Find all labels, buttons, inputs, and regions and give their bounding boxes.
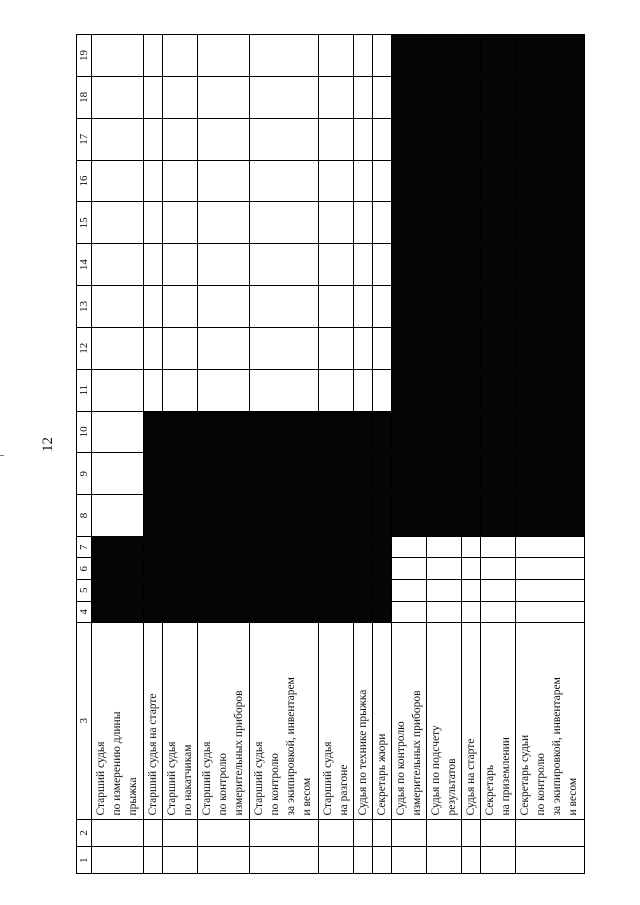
schedule-empty-cell bbox=[198, 369, 250, 411]
schedule-filled-cell bbox=[198, 411, 250, 453]
schedule-filled-cell bbox=[319, 495, 354, 537]
role-label: Старший судья по контролю за экипировкой, инвентарем и весом bbox=[250, 623, 319, 819]
schedule-filled-cell bbox=[462, 495, 481, 537]
column-header: 13 bbox=[77, 286, 92, 328]
column-header: 8 bbox=[77, 495, 92, 537]
role-label: Судья на старте bbox=[462, 623, 481, 819]
schedule-empty-cell bbox=[481, 558, 516, 580]
empty-cell bbox=[427, 819, 462, 847]
schedule-empty-cell bbox=[516, 601, 585, 623]
schedule-empty-cell bbox=[516, 558, 585, 580]
schedule-filled-cell bbox=[373, 601, 392, 623]
schedule-empty-cell bbox=[462, 580, 481, 602]
schedule-empty-cell bbox=[319, 244, 354, 286]
schedule-empty-cell bbox=[92, 244, 144, 286]
schedule-filled-cell bbox=[250, 453, 319, 495]
schedule-empty-cell bbox=[198, 202, 250, 244]
schedule-filled-cell bbox=[373, 558, 392, 580]
schedule-empty-cell bbox=[144, 244, 163, 286]
schedule-filled-cell bbox=[163, 536, 198, 558]
role-label: Судья по технике прыжка bbox=[354, 623, 373, 819]
table-row bbox=[198, 35, 250, 874]
schedule-filled-cell bbox=[427, 286, 462, 328]
schedule-filled-cell bbox=[462, 35, 481, 77]
schedule-empty-cell bbox=[198, 118, 250, 160]
schedule-filled-cell bbox=[163, 411, 198, 453]
column-header: 5 bbox=[77, 580, 92, 602]
schedule-filled-cell bbox=[92, 580, 144, 602]
schedule-filled-cell bbox=[481, 160, 516, 202]
empty-cell bbox=[144, 847, 163, 874]
schedule-empty-cell bbox=[373, 286, 392, 328]
schedule-filled-cell bbox=[481, 77, 516, 119]
schedule-empty-cell bbox=[354, 369, 373, 411]
table-body bbox=[92, 35, 585, 874]
empty-cell bbox=[392, 819, 427, 847]
table-row bbox=[392, 35, 427, 874]
schedule-filled-cell bbox=[92, 601, 144, 623]
schedule-empty-cell bbox=[250, 286, 319, 328]
column-header: 3 bbox=[77, 623, 92, 819]
schedule-filled-cell bbox=[462, 411, 481, 453]
schedule-filled-cell bbox=[427, 327, 462, 369]
schedule-empty-cell bbox=[392, 601, 427, 623]
schedule-empty-cell bbox=[462, 558, 481, 580]
schedule-empty-cell bbox=[92, 495, 144, 537]
role-label: Старший судья на старте bbox=[144, 623, 163, 819]
schedule-empty-cell bbox=[481, 601, 516, 623]
role-label: Секретарь жюри bbox=[373, 623, 392, 819]
schedule-filled-cell bbox=[354, 495, 373, 537]
schedule-filled-cell bbox=[144, 411, 163, 453]
schedule-filled-cell bbox=[427, 453, 462, 495]
schedule-empty-cell bbox=[144, 327, 163, 369]
schedule-empty-cell bbox=[198, 286, 250, 328]
schedule-empty-cell bbox=[319, 286, 354, 328]
schedule-empty-cell bbox=[250, 160, 319, 202]
schedule-filled-cell bbox=[462, 369, 481, 411]
schedule-filled-cell bbox=[481, 286, 516, 328]
schedule-empty-cell bbox=[373, 35, 392, 77]
empty-cell bbox=[250, 847, 319, 874]
fold-mark bbox=[0, 455, 4, 456]
schedule-filled-cell bbox=[373, 495, 392, 537]
schedule-filled-cell bbox=[516, 327, 585, 369]
empty-cell bbox=[516, 819, 585, 847]
schedule-empty-cell bbox=[319, 202, 354, 244]
schedule-empty-cell bbox=[462, 601, 481, 623]
schedule-filled-cell bbox=[198, 536, 250, 558]
role-label: Старший судья по накатчикам bbox=[163, 623, 198, 819]
schedule-empty-cell bbox=[354, 286, 373, 328]
schedule-filled-cell bbox=[516, 160, 585, 202]
schedule-filled-cell bbox=[392, 411, 427, 453]
schedule-empty-cell bbox=[198, 77, 250, 119]
table-row bbox=[462, 35, 481, 874]
schedule-filled-cell bbox=[481, 495, 516, 537]
schedule-filled-cell bbox=[392, 118, 427, 160]
schedule-empty-cell bbox=[198, 160, 250, 202]
schedule-table-container bbox=[76, 34, 579, 874]
schedule-empty-cell bbox=[392, 536, 427, 558]
schedule-filled-cell bbox=[250, 536, 319, 558]
empty-cell bbox=[462, 847, 481, 874]
schedule-filled-cell bbox=[373, 536, 392, 558]
schedule-filled-cell bbox=[354, 580, 373, 602]
schedule-empty-cell bbox=[373, 118, 392, 160]
schedule-empty-cell bbox=[250, 202, 319, 244]
schedule-filled-cell bbox=[462, 453, 481, 495]
table-row bbox=[516, 35, 585, 874]
schedule-empty-cell bbox=[373, 77, 392, 119]
schedule-empty-cell bbox=[144, 202, 163, 244]
schedule-filled-cell bbox=[144, 495, 163, 537]
schedule-filled-cell bbox=[516, 369, 585, 411]
schedule-filled-cell bbox=[92, 536, 144, 558]
schedule-empty-cell bbox=[354, 118, 373, 160]
schedule-filled-cell bbox=[198, 558, 250, 580]
schedule-filled-cell bbox=[392, 453, 427, 495]
schedule-filled-cell bbox=[427, 244, 462, 286]
schedule-filled-cell bbox=[144, 536, 163, 558]
schedule-filled-cell bbox=[319, 536, 354, 558]
schedule-empty-cell bbox=[354, 244, 373, 286]
empty-cell bbox=[392, 847, 427, 874]
schedule-filled-cell bbox=[462, 160, 481, 202]
schedule-empty-cell bbox=[250, 244, 319, 286]
schedule-empty-cell bbox=[163, 286, 198, 328]
schedule-empty-cell bbox=[163, 160, 198, 202]
schedule-filled-cell bbox=[373, 453, 392, 495]
schedule-empty-cell bbox=[163, 369, 198, 411]
schedule-empty-cell bbox=[92, 35, 144, 77]
schedule-empty-cell bbox=[427, 601, 462, 623]
schedule-empty-cell bbox=[92, 327, 144, 369]
schedule-filled-cell bbox=[250, 580, 319, 602]
schedule-filled-cell bbox=[92, 558, 144, 580]
schedule-filled-cell bbox=[319, 558, 354, 580]
column-header: 4 bbox=[77, 601, 92, 623]
empty-cell bbox=[144, 819, 163, 847]
schedule-empty-cell bbox=[354, 35, 373, 77]
schedule-empty-cell bbox=[319, 118, 354, 160]
schedule-empty-cell bbox=[354, 327, 373, 369]
schedule-filled-cell bbox=[481, 411, 516, 453]
schedule-filled-cell bbox=[319, 411, 354, 453]
schedule-filled-cell bbox=[163, 580, 198, 602]
schedule-empty-cell bbox=[373, 244, 392, 286]
schedule-filled-cell bbox=[427, 202, 462, 244]
schedule-empty-cell bbox=[516, 580, 585, 602]
schedule-empty-cell bbox=[92, 411, 144, 453]
schedule-filled-cell bbox=[198, 495, 250, 537]
schedule-empty-cell bbox=[250, 77, 319, 119]
schedule-filled-cell bbox=[516, 411, 585, 453]
schedule-empty-cell bbox=[92, 202, 144, 244]
schedule-empty-cell bbox=[462, 536, 481, 558]
schedule-filled-cell bbox=[319, 453, 354, 495]
column-header: 10 bbox=[77, 411, 92, 453]
schedule-filled-cell bbox=[481, 327, 516, 369]
schedule-empty-cell bbox=[163, 118, 198, 160]
schedule-filled-cell bbox=[354, 536, 373, 558]
schedule-filled-cell bbox=[198, 601, 250, 623]
column-header: 16 bbox=[77, 160, 92, 202]
schedule-filled-cell bbox=[163, 495, 198, 537]
schedule-filled-cell bbox=[516, 35, 585, 77]
schedule-empty-cell bbox=[427, 558, 462, 580]
schedule-filled-cell bbox=[319, 601, 354, 623]
column-header: 2 bbox=[77, 819, 92, 847]
schedule-filled-cell bbox=[516, 244, 585, 286]
empty-cell bbox=[373, 847, 392, 874]
schedule-filled-cell bbox=[516, 453, 585, 495]
schedule-empty-cell bbox=[250, 327, 319, 369]
empty-cell bbox=[354, 847, 373, 874]
schedule-empty-cell bbox=[354, 160, 373, 202]
schedule-filled-cell bbox=[427, 411, 462, 453]
schedule-empty-cell bbox=[392, 558, 427, 580]
column-header: 11 bbox=[77, 369, 92, 411]
schedule-filled-cell bbox=[427, 495, 462, 537]
schedule-empty-cell bbox=[198, 244, 250, 286]
empty-cell bbox=[481, 847, 516, 874]
column-header: 14 bbox=[77, 244, 92, 286]
schedule-empty-cell bbox=[92, 160, 144, 202]
schedule-empty-cell bbox=[163, 202, 198, 244]
table-row bbox=[92, 35, 144, 874]
column-header: 18 bbox=[77, 77, 92, 119]
schedule-empty-cell bbox=[392, 580, 427, 602]
role-label: Старший судья по контролю измерительных приборов bbox=[198, 623, 250, 819]
schedule-empty-cell bbox=[144, 160, 163, 202]
schedule-filled-cell bbox=[354, 601, 373, 623]
empty-cell bbox=[198, 819, 250, 847]
role-label: Судья по подсчету результатов bbox=[427, 623, 462, 819]
schedule-filled-cell bbox=[319, 580, 354, 602]
empty-cell bbox=[427, 847, 462, 874]
schedule-filled-cell bbox=[481, 453, 516, 495]
schedule-empty-cell bbox=[250, 35, 319, 77]
schedule-empty-cell bbox=[163, 327, 198, 369]
schedule-empty-cell bbox=[373, 327, 392, 369]
schedule-empty-cell bbox=[319, 369, 354, 411]
schedule-filled-cell bbox=[392, 369, 427, 411]
schedule-filled-cell bbox=[516, 286, 585, 328]
schedule-empty-cell bbox=[427, 580, 462, 602]
schedule-filled-cell bbox=[373, 411, 392, 453]
role-label: Старший судья на разгоне bbox=[319, 623, 354, 819]
schedule-filled-cell bbox=[427, 118, 462, 160]
role-label: Секретарь на приземлении bbox=[481, 623, 516, 819]
schedule-filled-cell bbox=[516, 495, 585, 537]
schedule-empty-cell bbox=[163, 77, 198, 119]
schedule-empty-cell bbox=[373, 160, 392, 202]
schedule-filled-cell bbox=[392, 160, 427, 202]
column-header: 1 bbox=[77, 847, 92, 874]
schedule-filled-cell bbox=[462, 77, 481, 119]
schedule-filled-cell bbox=[392, 244, 427, 286]
schedule-filled-cell bbox=[144, 580, 163, 602]
schedule-filled-cell bbox=[427, 369, 462, 411]
schedule-filled-cell bbox=[250, 411, 319, 453]
empty-cell bbox=[163, 819, 198, 847]
schedule-filled-cell bbox=[144, 601, 163, 623]
schedule-filled-cell bbox=[462, 286, 481, 328]
empty-cell bbox=[481, 819, 516, 847]
schedule-empty-cell bbox=[92, 77, 144, 119]
table-row bbox=[163, 35, 198, 874]
schedule-filled-cell bbox=[481, 202, 516, 244]
schedule-filled-cell bbox=[198, 580, 250, 602]
column-header: 6 bbox=[77, 558, 92, 580]
schedule-filled-cell bbox=[462, 202, 481, 244]
empty-cell bbox=[373, 819, 392, 847]
schedule-filled-cell bbox=[427, 35, 462, 77]
schedule-empty-cell bbox=[163, 35, 198, 77]
schedule-table bbox=[76, 34, 585, 874]
schedule-empty-cell bbox=[250, 369, 319, 411]
schedule-empty-cell bbox=[481, 536, 516, 558]
table-row bbox=[427, 35, 462, 874]
schedule-filled-cell bbox=[198, 453, 250, 495]
schedule-empty-cell bbox=[354, 202, 373, 244]
column-header: 17 bbox=[77, 118, 92, 160]
page-number: 12 bbox=[40, 437, 56, 452]
schedule-filled-cell bbox=[481, 35, 516, 77]
schedule-filled-cell bbox=[427, 77, 462, 119]
schedule-filled-cell bbox=[163, 453, 198, 495]
schedule-empty-cell bbox=[144, 369, 163, 411]
empty-cell bbox=[354, 819, 373, 847]
empty-cell bbox=[92, 847, 144, 874]
schedule-empty-cell bbox=[250, 118, 319, 160]
schedule-empty-cell bbox=[373, 369, 392, 411]
schedule-filled-cell bbox=[144, 453, 163, 495]
schedule-empty-cell bbox=[319, 327, 354, 369]
schedule-filled-cell bbox=[462, 327, 481, 369]
schedule-filled-cell bbox=[516, 118, 585, 160]
schedule-filled-cell bbox=[250, 495, 319, 537]
schedule-empty-cell bbox=[427, 536, 462, 558]
schedule-empty-cell bbox=[319, 77, 354, 119]
table-row bbox=[354, 35, 373, 874]
schedule-empty-cell bbox=[92, 453, 144, 495]
role-label: Судья по контролю измерительных приборов bbox=[392, 623, 427, 819]
schedule-filled-cell bbox=[392, 495, 427, 537]
schedule-filled-cell bbox=[250, 601, 319, 623]
empty-cell bbox=[319, 819, 354, 847]
schedule-filled-cell bbox=[392, 77, 427, 119]
schedule-empty-cell bbox=[516, 536, 585, 558]
schedule-filled-cell bbox=[163, 558, 198, 580]
empty-cell bbox=[516, 847, 585, 874]
schedule-empty-cell bbox=[481, 580, 516, 602]
schedule-filled-cell bbox=[427, 160, 462, 202]
column-header: 9 bbox=[77, 453, 92, 495]
schedule-empty-cell bbox=[354, 77, 373, 119]
table-row bbox=[481, 35, 516, 874]
schedule-empty-cell bbox=[319, 160, 354, 202]
header-row bbox=[77, 35, 92, 874]
schedule-empty-cell bbox=[144, 118, 163, 160]
schedule-empty-cell bbox=[92, 369, 144, 411]
schedule-filled-cell bbox=[481, 118, 516, 160]
empty-cell bbox=[319, 847, 354, 874]
column-header: 7 bbox=[77, 536, 92, 558]
schedule-filled-cell bbox=[392, 202, 427, 244]
empty-cell bbox=[92, 819, 144, 847]
schedule-filled-cell bbox=[516, 77, 585, 119]
schedule-empty-cell bbox=[144, 77, 163, 119]
empty-cell bbox=[163, 847, 198, 874]
schedule-filled-cell bbox=[144, 558, 163, 580]
schedule-empty-cell bbox=[144, 286, 163, 328]
schedule-empty-cell bbox=[373, 202, 392, 244]
schedule-empty-cell bbox=[198, 327, 250, 369]
schedule-filled-cell bbox=[354, 411, 373, 453]
empty-cell bbox=[250, 819, 319, 847]
schedule-filled-cell bbox=[354, 453, 373, 495]
schedule-filled-cell bbox=[481, 369, 516, 411]
schedule-filled-cell bbox=[354, 558, 373, 580]
schedule-filled-cell bbox=[481, 244, 516, 286]
table-row bbox=[319, 35, 354, 874]
schedule-filled-cell bbox=[462, 118, 481, 160]
empty-cell bbox=[198, 847, 250, 874]
schedule-empty-cell bbox=[163, 244, 198, 286]
role-label: Секретарь судьи по контролю за экипировкой, инвентарем и весом bbox=[516, 623, 585, 819]
table-row bbox=[250, 35, 319, 874]
schedule-filled-cell bbox=[163, 601, 198, 623]
schedule-filled-cell bbox=[392, 327, 427, 369]
table-row bbox=[144, 35, 163, 874]
schedule-filled-cell bbox=[462, 244, 481, 286]
table-row bbox=[373, 35, 392, 874]
empty-cell bbox=[462, 819, 481, 847]
schedule-empty-cell bbox=[92, 118, 144, 160]
schedule-empty-cell bbox=[198, 35, 250, 77]
column-header: 15 bbox=[77, 202, 92, 244]
schedule-filled-cell bbox=[516, 202, 585, 244]
schedule-filled-cell bbox=[392, 35, 427, 77]
schedule-filled-cell bbox=[373, 580, 392, 602]
schedule-empty-cell bbox=[144, 35, 163, 77]
column-header: 19 bbox=[77, 35, 92, 77]
schedule-empty-cell bbox=[319, 35, 354, 77]
schedule-filled-cell bbox=[392, 286, 427, 328]
role-label: Старший судья по измерению длины прыжка bbox=[92, 623, 144, 819]
schedule-filled-cell bbox=[250, 558, 319, 580]
column-header: 12 bbox=[77, 327, 92, 369]
schedule-empty-cell bbox=[92, 286, 144, 328]
